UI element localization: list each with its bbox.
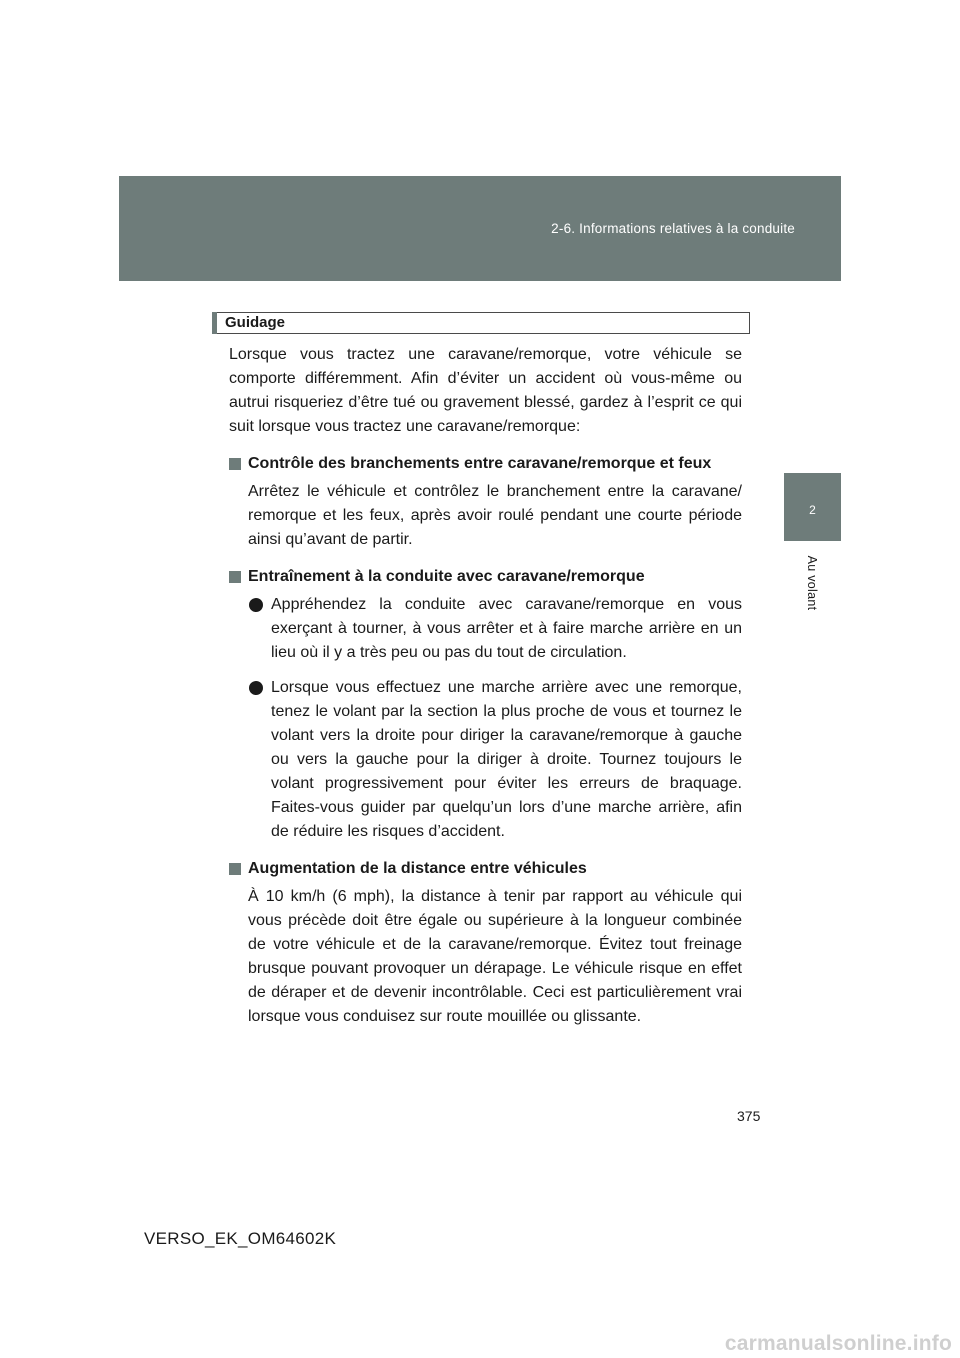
chapter-number: 2	[809, 503, 816, 517]
square-bullet-icon	[229, 863, 241, 875]
subsection-heading-text: Augmentation de la distance entre véhicules	[248, 860, 587, 877]
subsection-heading	[229, 857, 750, 881]
square-bullet-icon	[229, 458, 241, 470]
list-item	[249, 676, 750, 844]
page-number: 375	[737, 1108, 761, 1124]
intro-paragraph: Lorsque vous tractez une caravane/remorque, votre véhicule se comporte différemment. Afin d’éviter un accident où vous-même ou autrui risqueriez d’être tué ou gravement blessé, gardez à l’esprit ce qui suit lorsque vous tractez une caravane/remorque:	[229, 346, 742, 435]
subsection-heading	[229, 565, 750, 589]
section-title: Guidage	[225, 314, 286, 331]
subsection-heading	[229, 452, 750, 476]
header-section-title: 2-6. Informations relatives à la conduite	[551, 221, 795, 236]
round-bullet-icon	[249, 598, 263, 612]
header-band	[119, 176, 841, 281]
page-content	[212, 312, 750, 1029]
list-item-text: Lorsque vous effectuez une marche arrière avec une remorque, tenez le volant par la section la plus proche de vous et tournez le volant vers la droite pour diriger la caravane/remorque à gauche ou vers la gauche pour la diriger à droite. Tournez toujours le volant progressivement pour éviter les erreurs de braquage. Faites-vous guider par quelqu’un lors d’une marche arrière, afin de réduire les risques d’accident.	[271, 679, 742, 840]
chapter-label: Au volant	[805, 555, 819, 611]
watermark: carmanualsonline.info	[724, 1332, 952, 1355]
list-item	[249, 593, 750, 665]
round-bullet-icon	[249, 681, 263, 695]
section-title-box	[212, 312, 750, 334]
chapter-tab	[784, 473, 841, 541]
subsection-text: À 10 km/h (6 mph), la distance à tenir par rapport au véhicule qui vous précède doit être égale ou supérieure à la longueur combinée de votre véhicule et de la caravane/remorque. Évitez tout freinage brusque pouvant provoquer un dérapage. Le véhicule risque en effet de déraper et de devenir incontrôlable. Ceci est particulièrement vrai lorsque vous conduisez sur route mouillée ou glissante.	[248, 888, 742, 1025]
list-item-text: Appréhendez la conduite avec caravane/remorque en vous exerçant à tourner, à vous arrêter et à faire marche arrière en un lieu où il y a très peu ou pas du tout de circulation.	[271, 596, 742, 661]
subsection-heading-text: Contrôle des branchements entre caravane/remorque et feux	[248, 455, 712, 472]
square-bullet-icon	[229, 571, 241, 583]
subsection-heading-text: Entraînement à la conduite avec caravane/remorque	[248, 568, 645, 585]
subsection-text: Arrêtez le véhicule et contrôlez le branchement entre la caravane/ remorque et les feux, après avoir roulé pendant une courte période ainsi qu’avant de partir.	[248, 483, 742, 548]
document-code: VERSO_EK_OM64602K	[144, 1229, 337, 1248]
